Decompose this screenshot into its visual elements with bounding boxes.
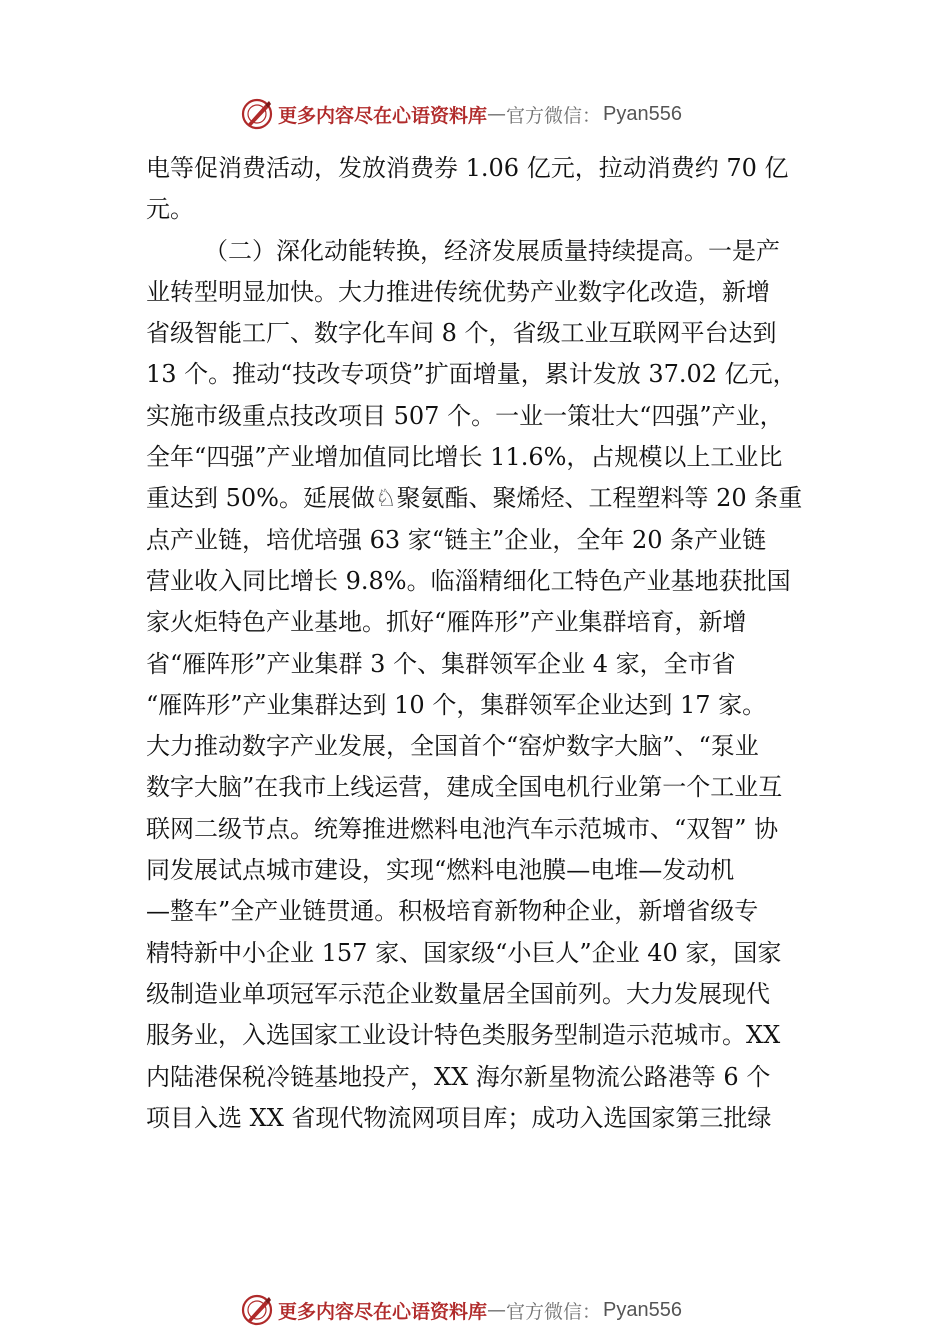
body-line: 大力推动数字产业发展，全国首个“窑炉数字大脑”、“泵业	[146, 732, 759, 761]
body-line: 省级智能工厂、数字化车间 8 个，省级工业互联网平台达到	[146, 319, 777, 348]
body-line: 内陆港保税冷链基地投产，XX 海尔新星物流公路港等 6 个	[146, 1062, 771, 1091]
banner-main-text: 更多内容尽在心语资料库	[278, 104, 488, 127]
banner-wechat-id: Pyan556	[603, 1298, 682, 1321]
body-line: 营业收入同比增长 9.8%。临淄精细化工特色产业基地获批国	[146, 566, 791, 595]
section-heading-line: （二）深化动能转换，经济发展质量持续提高。一是产	[204, 236, 780, 265]
body-line: 点产业链，培优培强 63 家“链主”企业，全年 20 条产业链	[146, 525, 767, 554]
body-line: 联网二级节点。统筹推进燃料电池汽车示范城市、“双智” 协	[146, 814, 779, 843]
body-line: 13 个。推动“技改专项贷”扩面增量，累计发放 37.02 亿元，	[146, 360, 797, 389]
body-line: 同发展试点城市建设，实现“燃料电池膜—电堆—发动机	[146, 856, 735, 885]
banner-dash: —	[487, 1299, 507, 1321]
banner-main-text: 更多内容尽在心语资料库	[278, 1300, 488, 1323]
banner-dash: —	[487, 103, 507, 125]
pen-seal-icon	[240, 1293, 274, 1327]
banner-wechat-label: 官方微信：	[506, 104, 602, 127]
banner-wechat-label: 官方微信：	[506, 1300, 602, 1323]
body-line: 级制造业单项冠军示范企业数量居全国前列。大力发展现代	[146, 979, 770, 1008]
pen-seal-icon	[240, 97, 274, 131]
body-line: 省“雁阵形”产业集群 3 个、集群领军企业 4 家，全市省	[146, 649, 736, 678]
body-line: 项目入选 XX 省现代物流网项目库；成功入选国家第三批绿	[146, 1103, 772, 1132]
footer-banner	[240, 1290, 682, 1330]
body-line: 元。	[146, 195, 194, 224]
body-line: 电等促消费活动，发放消费券 1.06 亿元，拉动消费约 70 亿	[146, 154, 789, 182]
body-line: 实施市级重点技改项目 507 个。一业一策壮大“四强”产业，	[146, 401, 784, 430]
body-line: 业转型明显加快。大力推进传统优势产业数字化改造，新增	[146, 277, 770, 306]
body-line: 精特新中小企业 157 家、国家级“小巨人”企业 40 家，国家	[146, 938, 782, 967]
body-line: 重达到 50%。延展做♘聚氨酯、聚烯烃、工程塑料等 20 条重	[146, 484, 803, 513]
body-line: 家火炬特色产业基地。抓好“雁阵形”产业集群培育，新增	[146, 608, 747, 637]
body-line: 服务业，入选国家工业设计特色类服务型制造示范城市。XX	[146, 1021, 781, 1050]
document-body	[146, 148, 814, 1139]
header-banner	[240, 94, 682, 134]
banner-wechat-id: Pyan556	[603, 102, 682, 125]
body-line: 全年“四强”产业增加值同比增长 11.6%，占规模以上工业比	[146, 443, 783, 472]
body-line: “雁阵形”产业集群达到 10 个，集群领军企业达到 17 家。	[146, 690, 767, 719]
body-line: —整车”全产业链贯通。积极培育新物种企业，新增省级专	[146, 897, 759, 926]
body-line: 数字大脑”在我市上线运营，建成全国电机行业第一个工业互	[146, 773, 783, 802]
